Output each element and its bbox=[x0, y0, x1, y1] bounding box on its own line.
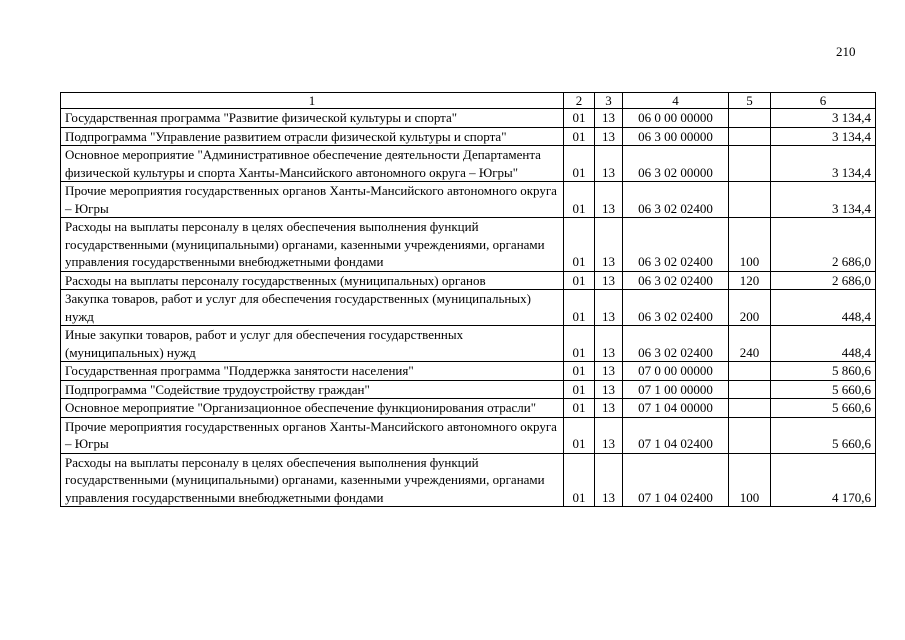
expense-type-cell bbox=[729, 127, 771, 146]
item-name-cell: Иные закупки товаров, работ и услуг для обеспечения государственных (муниципальных) нужд bbox=[61, 326, 564, 362]
section-cell: 01 bbox=[564, 362, 595, 381]
target-article-cell: 07 0 00 00000 bbox=[623, 362, 729, 381]
subsection-cell: 13 bbox=[595, 146, 623, 182]
target-article-cell: 06 3 02 02400 bbox=[623, 182, 729, 218]
amount-cell: 3 134,4 bbox=[771, 146, 876, 182]
amount-cell: 2 686,0 bbox=[771, 218, 876, 272]
section-cell: 01 bbox=[564, 271, 595, 290]
target-article-cell: 06 3 02 00000 bbox=[623, 146, 729, 182]
target-article-cell: 07 1 04 02400 bbox=[623, 453, 729, 507]
amount-cell: 4 170,6 bbox=[771, 453, 876, 507]
subsection-cell: 13 bbox=[595, 271, 623, 290]
expense-type-cell bbox=[729, 380, 771, 399]
amount-cell: 5 660,6 bbox=[771, 380, 876, 399]
section-cell: 01 bbox=[564, 380, 595, 399]
target-article-cell: 06 3 00 00000 bbox=[623, 127, 729, 146]
section-cell: 01 bbox=[564, 127, 595, 146]
subsection-cell: 13 bbox=[595, 380, 623, 399]
subsection-cell: 13 bbox=[595, 453, 623, 507]
table-header-row bbox=[61, 93, 876, 109]
item-name-cell: Расходы на выплаты персоналу государственных (муниципальных) органов bbox=[61, 271, 564, 290]
expense-type-cell bbox=[729, 399, 771, 418]
section-cell: 01 bbox=[564, 453, 595, 507]
subsection-cell: 13 bbox=[595, 362, 623, 381]
subsection-cell: 13 bbox=[595, 182, 623, 218]
item-name-cell: Основное мероприятие "Организационное обеспечение функционирования отрасли" bbox=[61, 399, 564, 418]
table-row bbox=[61, 146, 876, 182]
item-name-cell: Подпрограмма "Содействие трудоустройству граждан" bbox=[61, 380, 564, 399]
item-name-cell: Закупка товаров, работ и услуг для обеспечения государственных (муниципальных) нужд bbox=[61, 290, 564, 326]
subsection-cell: 13 bbox=[595, 417, 623, 453]
expense-type-cell bbox=[729, 109, 771, 128]
table-row bbox=[61, 182, 876, 218]
item-name-cell: Расходы на выплаты персоналу в целях обеспечения выполнения функций государственными (муниципальными) органами, казенными учреждениями, органами управления государственными внебюджетными фондами bbox=[61, 453, 564, 507]
amount-cell: 2 686,0 bbox=[771, 271, 876, 290]
table-row bbox=[61, 109, 876, 128]
expense-type-cell: 240 bbox=[729, 326, 771, 362]
target-article-cell: 07 1 04 00000 bbox=[623, 399, 729, 418]
table-row bbox=[61, 453, 876, 507]
target-article-cell: 06 3 02 02400 bbox=[623, 290, 729, 326]
subsection-cell: 13 bbox=[595, 326, 623, 362]
expense-type-cell bbox=[729, 417, 771, 453]
expense-type-cell bbox=[729, 146, 771, 182]
amount-cell: 3 134,4 bbox=[771, 109, 876, 128]
section-cell: 01 bbox=[564, 109, 595, 128]
table-row bbox=[61, 417, 876, 453]
target-article-cell: 07 1 04 02400 bbox=[623, 417, 729, 453]
amount-cell: 5 860,6 bbox=[771, 362, 876, 381]
section-cell: 01 bbox=[564, 417, 595, 453]
header-col-6: 6 bbox=[771, 93, 876, 109]
section-cell: 01 bbox=[564, 326, 595, 362]
amount-cell: 448,4 bbox=[771, 290, 876, 326]
expense-type-cell: 120 bbox=[729, 271, 771, 290]
subsection-cell: 13 bbox=[595, 127, 623, 146]
table-row bbox=[61, 399, 876, 418]
amount-cell: 448,4 bbox=[771, 326, 876, 362]
subsection-cell: 13 bbox=[595, 399, 623, 418]
item-name-cell: Прочие мероприятия государственных органов Ханты-Мансийского автономного округа – Югры bbox=[61, 182, 564, 218]
table-row bbox=[61, 290, 876, 326]
item-name-cell: Расходы на выплаты персоналу в целях обеспечения выполнения функций государственными (муниципальными) органами, казенными учреждениями, органами управления государственными внебюджетными фондами bbox=[61, 218, 564, 272]
table-row bbox=[61, 218, 876, 272]
item-name-cell: Подпрограмма "Управление развитием отрасли физической культуры и спорта" bbox=[61, 127, 564, 146]
header-col-3: 3 bbox=[595, 93, 623, 109]
header-col-5: 5 bbox=[729, 93, 771, 109]
amount-cell: 3 134,4 bbox=[771, 127, 876, 146]
subsection-cell: 13 bbox=[595, 218, 623, 272]
header-col-1: 1 bbox=[61, 93, 564, 109]
target-article-cell: 07 1 00 00000 bbox=[623, 380, 729, 399]
section-cell: 01 bbox=[564, 290, 595, 326]
item-name-cell: Основное мероприятие "Административное обеспечение деятельности Департамента физической культуры и спорта Ханты-Мансийского автономного округа – Югры" bbox=[61, 146, 564, 182]
expense-type-cell: 100 bbox=[729, 218, 771, 272]
section-cell: 01 bbox=[564, 218, 595, 272]
expense-type-cell: 100 bbox=[729, 453, 771, 507]
expense-type-cell bbox=[729, 362, 771, 381]
amount-cell: 5 660,6 bbox=[771, 399, 876, 418]
target-article-cell: 06 3 02 02400 bbox=[623, 326, 729, 362]
expense-type-cell: 200 bbox=[729, 290, 771, 326]
amount-cell: 3 134,4 bbox=[771, 182, 876, 218]
budget-table bbox=[60, 92, 876, 507]
page-number: 210 bbox=[836, 44, 856, 59]
subsection-cell: 13 bbox=[595, 290, 623, 326]
section-cell: 01 bbox=[564, 399, 595, 418]
target-article-cell: 06 3 02 02400 bbox=[623, 271, 729, 290]
item-name-cell: Государственная программа "Поддержка занятости населения" bbox=[61, 362, 564, 381]
section-cell: 01 bbox=[564, 146, 595, 182]
header-col-4: 4 bbox=[623, 93, 729, 109]
header-col-2: 2 bbox=[564, 93, 595, 109]
amount-cell: 5 660,6 bbox=[771, 417, 876, 453]
item-name-cell: Государственная программа "Развитие физической культуры и спорта" bbox=[61, 109, 564, 128]
subsection-cell: 13 bbox=[595, 109, 623, 128]
item-name-cell: Прочие мероприятия государственных органов Ханты-Мансийского автономного округа – Югры bbox=[61, 417, 564, 453]
table-row bbox=[61, 127, 876, 146]
section-cell: 01 bbox=[564, 182, 595, 218]
table-row bbox=[61, 380, 876, 399]
table-body bbox=[61, 109, 876, 507]
table-row bbox=[61, 271, 876, 290]
expense-type-cell bbox=[729, 182, 771, 218]
target-article-cell: 06 3 02 02400 bbox=[623, 218, 729, 272]
table-row bbox=[61, 362, 876, 381]
table-row bbox=[61, 326, 876, 362]
target-article-cell: 06 0 00 00000 bbox=[623, 109, 729, 128]
